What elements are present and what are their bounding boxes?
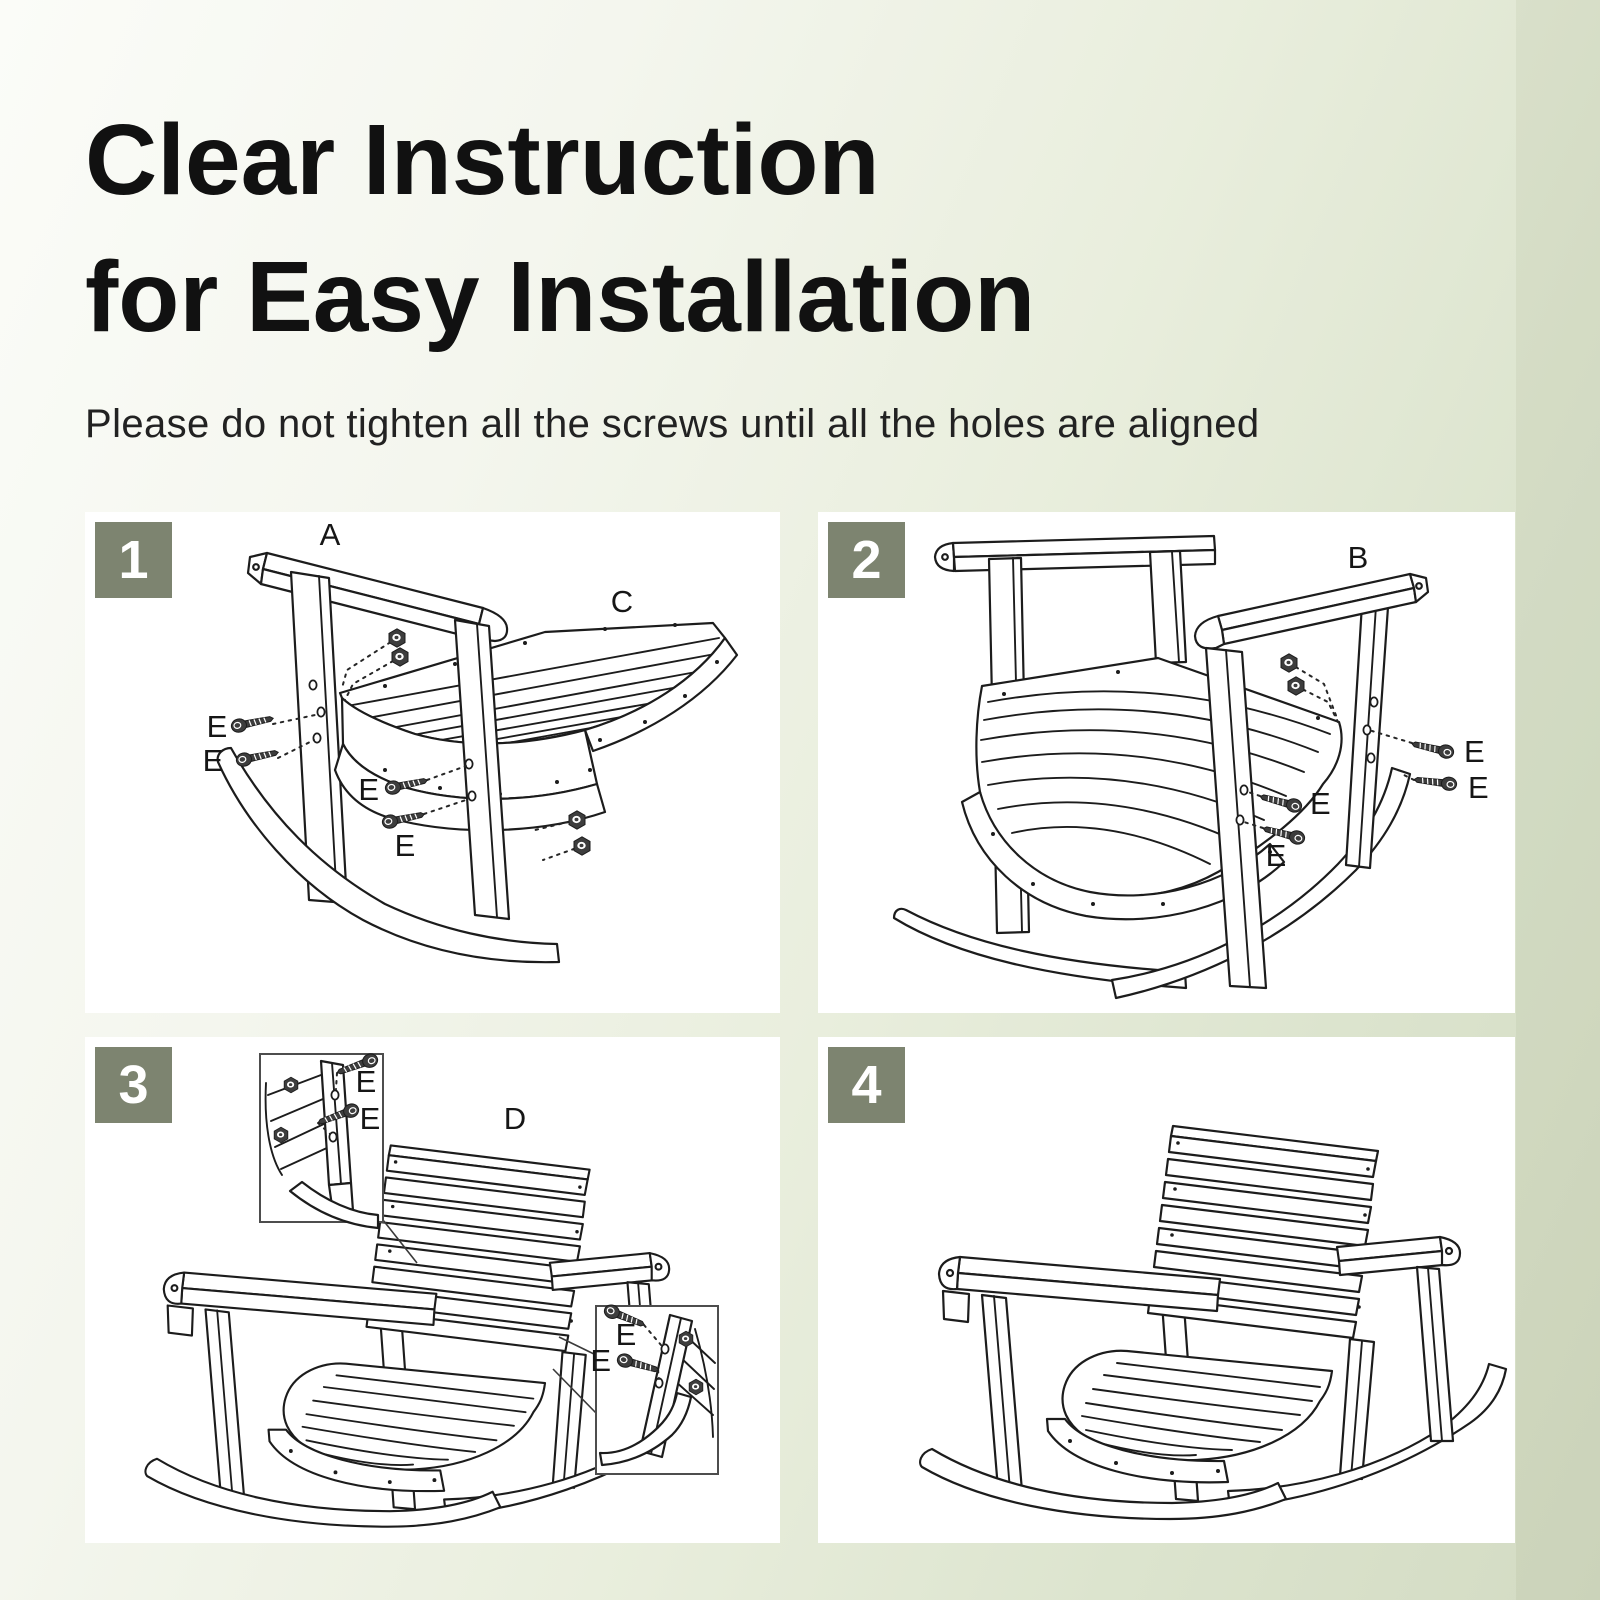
page-subtitle: Please do not tighten all the screws until all the holes are aligned [85, 402, 1260, 446]
screw-hole-icon [309, 680, 316, 689]
step-4-diagram [818, 1037, 1515, 1543]
nut-icon [689, 1379, 703, 1395]
step-number: 2 [851, 530, 882, 590]
screw-label-e: E [1468, 770, 1489, 805]
step-badge-3 [95, 1047, 172, 1123]
step-badge-2 [828, 522, 905, 598]
step-badge-1 [95, 522, 172, 598]
step-3-diagram [85, 1037, 780, 1543]
part-label-c: C [610, 584, 634, 619]
step-panel-2 [818, 512, 1515, 1013]
screw-hole-icon [317, 707, 324, 716]
screw-hole-icon [1367, 753, 1374, 762]
screw-hole-icon [1363, 725, 1370, 734]
screw-label-e: E [590, 1343, 611, 1378]
nut-icon [679, 1331, 693, 1347]
screw-label-e: E [359, 1101, 381, 1136]
title-line-1: Clear Instruction [85, 104, 880, 216]
part-label-b: B [1347, 540, 1369, 575]
step-2-diagram [818, 512, 1515, 1013]
screw-label-e: E [358, 772, 379, 807]
screw-label-e: E [1265, 838, 1287, 873]
step-panel-4 [818, 1037, 1515, 1543]
background-accent-band [1516, 0, 1600, 1600]
nut-icon [392, 648, 408, 666]
part-label-a: A [319, 517, 341, 552]
detail-inset-top [260, 1052, 383, 1228]
step-1-diagram [85, 512, 780, 1013]
nut-icon [274, 1127, 288, 1143]
nut-icon [1281, 654, 1297, 672]
screw-hole-icon [1236, 815, 1243, 824]
nut-icon [1288, 677, 1304, 695]
nut-icon [569, 811, 585, 829]
screw-hole-icon [465, 759, 472, 768]
screw-label-e: E [1464, 734, 1485, 769]
screw-hole-icon [468, 791, 475, 800]
screw-label-e: E [355, 1064, 377, 1099]
part-label-d: D [503, 1101, 527, 1136]
screw-hole-icon [1370, 697, 1377, 706]
screw-label-e: E [615, 1317, 637, 1352]
nut-icon [284, 1077, 298, 1093]
step-number: 1 [118, 530, 149, 590]
screw-label-e: E [202, 743, 224, 778]
screw-icon [235, 746, 279, 768]
nut-icon [389, 629, 405, 647]
screw-hole-icon [313, 733, 320, 742]
screw-hole-icon [331, 1090, 338, 1099]
screw-hole-icon [1240, 785, 1247, 794]
seat [962, 658, 1342, 919]
step-number: 3 [118, 1055, 149, 1115]
nut-icon [574, 837, 590, 855]
screw-icon [1410, 737, 1454, 759]
screw-icon [1413, 773, 1457, 791]
title-line-2: for Easy Installation [85, 241, 1036, 353]
detail-inset-bottom [590, 1303, 718, 1474]
screw-icon [230, 712, 274, 734]
page-title [85, 92, 1035, 366]
step-panel-3 [85, 1037, 780, 1543]
step-panel-1 [85, 512, 780, 1013]
step-number: 4 [851, 1055, 882, 1115]
screw-label-e: E [206, 709, 228, 744]
screw-hole-icon [661, 1344, 668, 1353]
screw-label-e: E [1310, 786, 1331, 821]
assembled-rocking-chair-drawing [920, 1126, 1506, 1519]
step-badge-4 [828, 1047, 905, 1123]
screw-label-e: E [394, 828, 416, 863]
